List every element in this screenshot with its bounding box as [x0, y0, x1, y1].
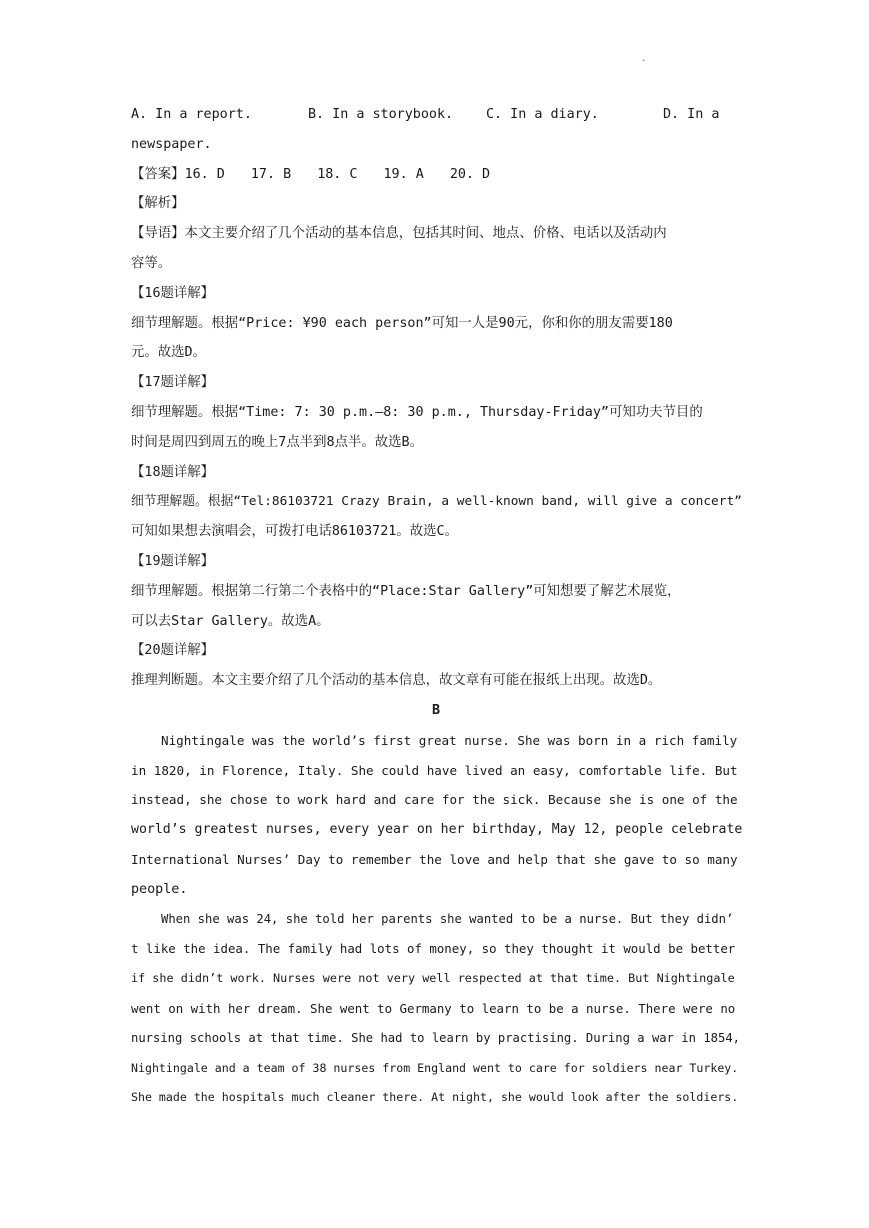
answer-item: 16. D — [184, 166, 225, 182]
text-line: 细节理解题。根据“Time: 7: 30 p.m.—8: 30 p.m., Thursday-Friday”可知功夫节目的 — [131, 404, 703, 420]
text-line: 容等。 — [131, 255, 172, 271]
passage-line: in 1820, in Florence, Italy. She could have lived an easy, comfortable life. But — [131, 762, 738, 778]
text-line: 可以去Star Gallery。故选A。 — [131, 613, 330, 629]
section-label: 【16题详解】 — [131, 285, 215, 301]
passage-line: International Nurses’ Day to remember the love and help that she gave to so many — [131, 851, 738, 867]
passage-line: if she didn’t work. Nurses were not very well respected at that time. But Nightingale — [131, 971, 735, 986]
text-line: 时间是周四到周五的晚上7点半到8点半。故选B。 — [131, 434, 423, 450]
document-body — [131, 100, 741, 1113]
text-line: 推理判断题。本文主要介绍了几个活动的基本信息，故文章有可能在报纸上出现。故选D。 — [131, 673, 662, 689]
text-line: 元。故选D。 — [131, 345, 207, 361]
answer-item: 18. C — [317, 166, 358, 182]
passage-line: Nightingale was the world’s first great nurse. She was born in a rich family — [161, 732, 738, 748]
section-label: 【20题详解】 — [131, 643, 215, 659]
option-a: A. In a report. — [131, 107, 252, 122]
option-d-continued: newspaper. — [131, 136, 212, 152]
answer-options — [131, 100, 741, 130]
passage-line: nursing schools at that time. She had to learn by practising. During a war in 1854, — [131, 1030, 741, 1045]
section-label: 【19题详解】 — [131, 553, 215, 569]
passage-line: world’s greatest nurses, every year on her birthday, May 12, people celebrate — [131, 822, 743, 838]
option-c: C. In a diary. — [486, 107, 599, 122]
passage-line: She made the hospitals much cleaner there. At night, she would look after the soldiers. — [131, 1090, 739, 1105]
text-line: 细节理解题。根据“Tel:86103721 Crazy Brain, a well-known band, will give a concert” — [131, 494, 742, 510]
section-label: 【18题详解】 — [131, 464, 215, 480]
passage-line: When she was 24, she told her parents she wanted to be a nurse. But they didn’ — [161, 911, 734, 926]
passage-line: went on with her dream. She went to Germany to learn to be a nurse. There were no — [131, 1000, 736, 1016]
passage-line: Nightingale and a team of 38 nurses from England went to care for soldiers near Turkey. — [131, 1060, 739, 1075]
answer-item: 17. B — [250, 166, 292, 182]
section-label: 【17题详解】 — [131, 375, 215, 391]
answer-label: 【答案】 — [131, 166, 185, 182]
option-d: D. In a — [663, 107, 720, 122]
answer-line — [131, 160, 741, 190]
page-marker: . — [641, 54, 647, 64]
passage-line: people. — [131, 881, 188, 897]
text-line: 细节理解题。根据“Price: ¥90 each person”可知一人是90元，你和你的朋友需要180 — [131, 315, 673, 331]
answer-item: 19. A — [383, 166, 424, 182]
section-heading: B — [431, 702, 441, 718]
answer-item: 20. D — [449, 166, 491, 182]
passage-line: t like the idea. The family had lots of money, so they thought it would be better — [131, 941, 736, 957]
text-line: 【导语】本文主要介绍了几个活动的基本信息，包括其时间、地点、价格、电话以及活动内 — [131, 226, 667, 242]
analysis-label: 【解析】 — [131, 196, 185, 212]
option-b: B. In a storybook. — [308, 107, 454, 122]
text-line: 可知如果想去演唱会，可拨打电话86103721。故选C。 — [131, 524, 458, 540]
text-line: 细节理解题。根据第二行第二个表格中的“Place:Star Gallery”可知想要了解艺术展览， — [131, 583, 681, 599]
passage-line: instead, she chose to work hard and care for the sick. Because she is one of the — [131, 792, 738, 808]
